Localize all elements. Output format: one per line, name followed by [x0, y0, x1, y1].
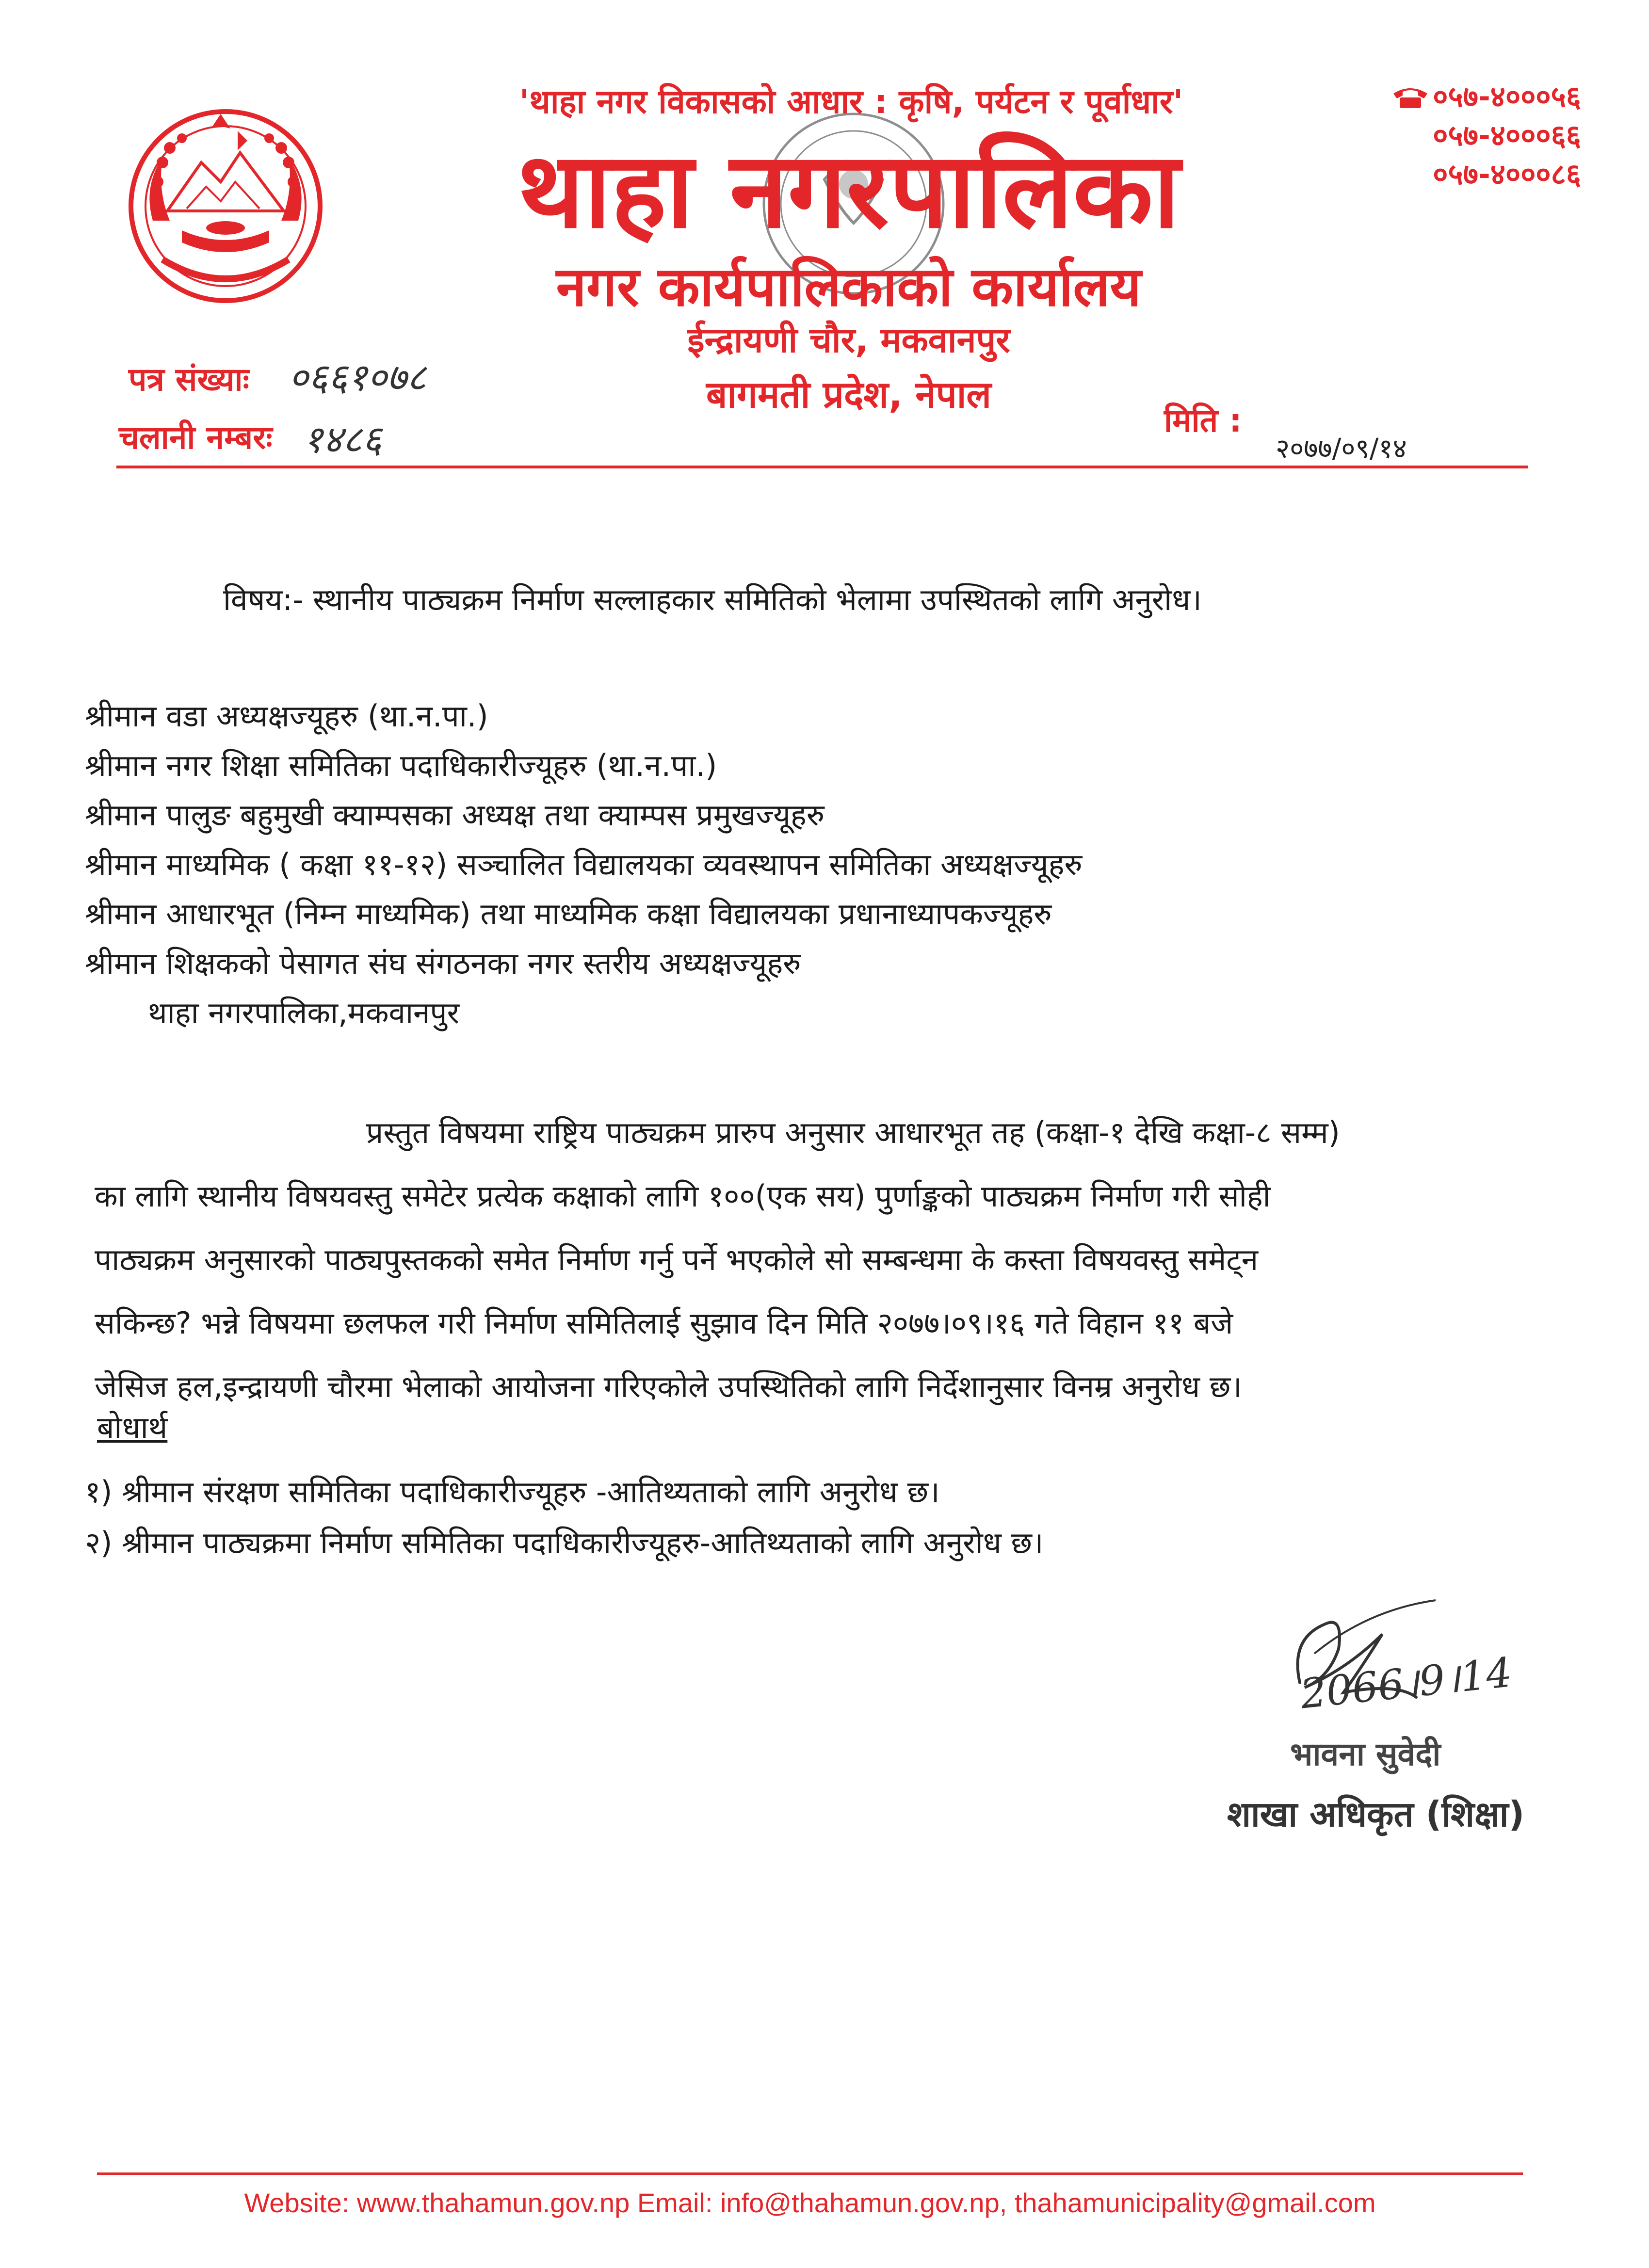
- body-line: पाठ्यक्रम अनुसारको पाठ्यपुस्तकको समेत निर्माण गर्नु पर्ने भएकोले सो सम्बन्धमा के कस्ता विषयवस्तु समेट्न: [95, 1242, 1258, 1277]
- signer-name: भावना सुवेदी: [1290, 1736, 1441, 1773]
- nepal-emblem-icon: [124, 104, 327, 308]
- recipient-line: श्रीमान पालुङ बहुमुखी क्याम्पसका अध्यक्ष तथा क्याम्पस प्रमुखज्यूहरु: [85, 797, 824, 833]
- body-line: का लागि स्थानीय विषयवस्तु समेटेर प्रत्येक कक्षाको लागि १००(एक सय) पुर्णाङ्कको पाठ्यक्रम निर्माण गरी सोही: [95, 1178, 1271, 1214]
- cc-line: १) श्रीमान संरक्षण समितिका पदाधिकारीज्यूहरु -आतिथ्यताको लागि अनुरोध छ।: [85, 1474, 940, 1510]
- recipient-line: श्रीमान माध्यमिक ( कक्षा ११-१२) सञ्चालित विद्यालयका व्यवस्थापन समितिका अध्यक्षज्यूहरु: [85, 847, 1083, 882]
- phone-number: ०५७-४०००८६: [1433, 158, 1581, 192]
- phone-number: ०५७-४०००६६: [1433, 119, 1581, 153]
- phone-row: [1310, 155, 1581, 194]
- date-label: मिति :: [1164, 402, 1242, 439]
- handwritten-date: 2066।9।14: [1298, 1648, 1515, 1718]
- phone-icon: [1391, 85, 1430, 109]
- municipality-name: थाहा नगरपालिका: [517, 129, 1180, 251]
- footer-contact: Website: www.thahamun.gov.np Email: info@thahamun.gov.np, thahamunicipality@gmail.com: [244, 2188, 1376, 2218]
- footer-divider: [97, 2172, 1523, 2175]
- signer-title: शाखा अधिकृत (शिक्षा): [1227, 1794, 1525, 1834]
- dispatch-number-label: चलानी नम्बरः: [119, 419, 273, 456]
- recipients-list: [85, 698, 1083, 1045]
- cc-list: [85, 1474, 1044, 1576]
- letter-body: [95, 1101, 1520, 1418]
- letter-number-label: पत्र संख्याः: [129, 361, 249, 398]
- letter-subject: विषय:- स्थानीय पाठ्यक्रम निर्माण सल्लाहकार समितिको भेलामा उपस्थितको लागि अनुरोध।: [223, 582, 1202, 617]
- phone-row: [1310, 116, 1581, 155]
- recipient-line: श्रीमान आधारभूत (निम्न माध्यमिक) तथा माध्यमिक कक्षा विद्यालयका प्रधानाध्यापकज्यूहरु: [85, 896, 1052, 932]
- recipient-line: श्रीमान वडा अध्यक्षज्यूहरु (था.न.पा.): [85, 698, 488, 734]
- letter-number-value: ०६६१०७८: [289, 356, 426, 400]
- recipient-address: थाहा नगरपालिका,मकवानपुर: [148, 995, 459, 1030]
- date-value: २०७७/०९/१४: [1276, 433, 1407, 465]
- phone-numbers: [1310, 78, 1581, 194]
- phone-row: [1310, 78, 1581, 116]
- cc-heading: बोधार्थ: [97, 1410, 168, 1445]
- phone-number: ०५७-४०००५६: [1433, 80, 1581, 114]
- header-divider: [116, 466, 1528, 468]
- recipient-line: श्रीमान नगर शिक्षा समितिका पदाधिकारीज्यूहरु (था.न.पा.): [85, 748, 717, 783]
- dispatch-number-value: १४८६: [303, 418, 382, 462]
- body-line: सकिन्छ? भन्ने विषयमा छलफल गरी निर्माण समितिलाई सुझाव दिन मिति २०७७।०९।१६ गते विहान ११ बजे: [95, 1305, 1233, 1341]
- body-line: प्रस्तुत विषयमा राष्ट्रिय पाठ्यक्रम प्रारुप अनुसार आधारभूत तह (कक्षा-१ देखि कक्षा-८ सम्म): [366, 1115, 1340, 1150]
- recipient-line: श्रीमान शिक्षकको पेसागत संघ संगठनका नगर स्तरीय अध्यक्षज्यूहरु: [85, 946, 801, 981]
- address-line-2: बागमती प्रदेश, नेपाल: [706, 373, 991, 416]
- address-line-1: ईन्द्रायणी चौर, मकवानपुर: [687, 320, 1010, 360]
- municipality-motto: 'थाहा नगर विकासको आधार : कृषि, पर्यटन र पूर्वाधार': [519, 83, 1183, 121]
- cc-line: २) श्रीमान पाठ्यक्रमा निर्माण समितिका पदाधिकारीज्यूहरु-आतिथ्यताको लागि अनुरोध छ।: [85, 1525, 1044, 1560]
- body-line: जेसिज हल,इन्द्रायणी चौरमा भेलाको आयोजना गरिएकोले उपस्थितिको लागि निर्देशानुसार विनम्र अनुरोध छ।: [95, 1369, 1242, 1404]
- office-name: नगर कार्यपालिकाको कार्यालय: [556, 256, 1142, 319]
